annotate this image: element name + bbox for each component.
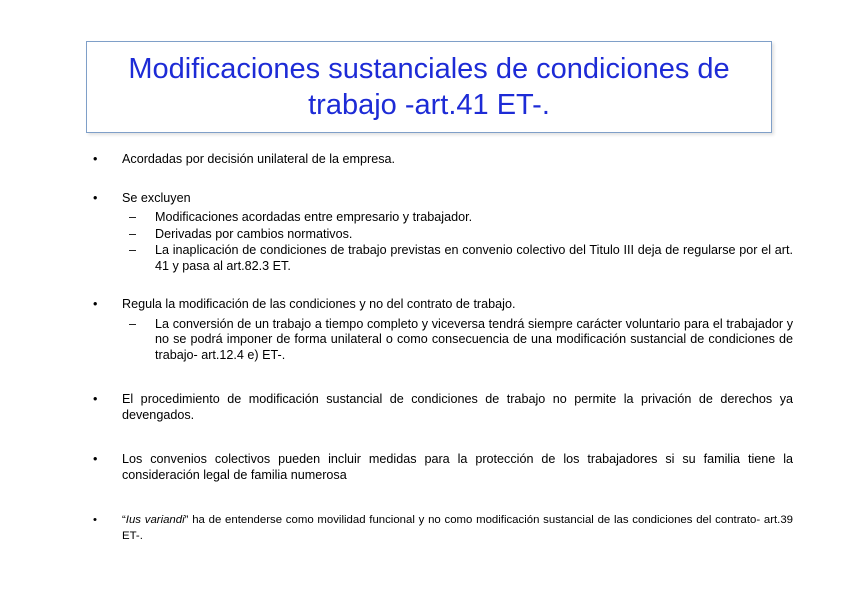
dash-icon: – bbox=[129, 226, 137, 241]
sub-item bbox=[93, 210, 793, 226]
bullet-icon: • bbox=[93, 190, 98, 205]
page-title: Modificaciones sustanciales de condiciones de trabajo -art.41 ET-. bbox=[128, 53, 730, 121]
sub-item bbox=[93, 317, 793, 364]
bullet-text: ha de entenderse como movilidad funcional y no como modificación sustancial de las condiciones del contrato- art.39 ET-. bbox=[122, 514, 794, 542]
bullet-list bbox=[93, 152, 793, 544]
bullet-text: Se excluyen bbox=[122, 190, 191, 205]
italic-term: Ius variandi bbox=[125, 514, 185, 526]
sub-item-text: Derivadas por cambios normativos. bbox=[155, 226, 353, 241]
bullet-text: Los convenios colectivos pueden incluir medidas para la protección de los trabajadores si su familia tiene la consideración legal de familia numerosa bbox=[122, 452, 793, 482]
bullet-item-4 bbox=[93, 392, 793, 423]
bullet-icon: • bbox=[93, 297, 98, 311]
quote-open: “ bbox=[122, 514, 126, 526]
bullet-text: Acordadas por decisión unilateral de la empresa. bbox=[122, 152, 396, 166]
sub-item-text: La conversión de un trabajo a tiempo completo y viceversa tendrá siempre carácter voluntario para el trabajador y no se podrá imponer de forma unilateral o como consecuencia de una modificación sustancial de condiciones de trabajo- art.12.4 e) ET-. bbox=[155, 316, 793, 362]
bullet-icon: • bbox=[93, 392, 98, 406]
sub-item-text: La inaplicación de condiciones de trabajo previstas en convenio colectivo del Titulo III deja de regularse por el art. 41 y pasa al art.82.3 ET. bbox=[155, 243, 793, 273]
title-box bbox=[86, 41, 772, 133]
quote-close: ” bbox=[184, 514, 189, 526]
dash-icon: – bbox=[129, 316, 137, 331]
sub-item bbox=[93, 227, 793, 243]
bullet-item-3 bbox=[93, 297, 793, 313]
dash-icon: – bbox=[129, 210, 137, 224]
sub-item bbox=[93, 243, 793, 274]
bullet-item-1 bbox=[93, 152, 793, 168]
dash-icon: – bbox=[129, 243, 137, 257]
bullet-item-2 bbox=[93, 191, 793, 207]
bullet-icon: • bbox=[93, 452, 98, 466]
sub-item-text: Modificaciones acordadas entre empresario y trabajador. bbox=[155, 210, 473, 224]
bullet-item-5 bbox=[93, 452, 793, 483]
bullet-item-6 bbox=[93, 513, 793, 544]
bullet-icon: • bbox=[93, 514, 97, 526]
bullet-text: El procedimiento de modificación sustancial de condiciones de trabajo no permite la privación de derechos ya devengados. bbox=[122, 392, 793, 422]
bullet-text: Regula la modificación de las condiciones y no del contrato de trabajo. bbox=[122, 297, 516, 311]
bullet-icon: • bbox=[93, 152, 98, 166]
